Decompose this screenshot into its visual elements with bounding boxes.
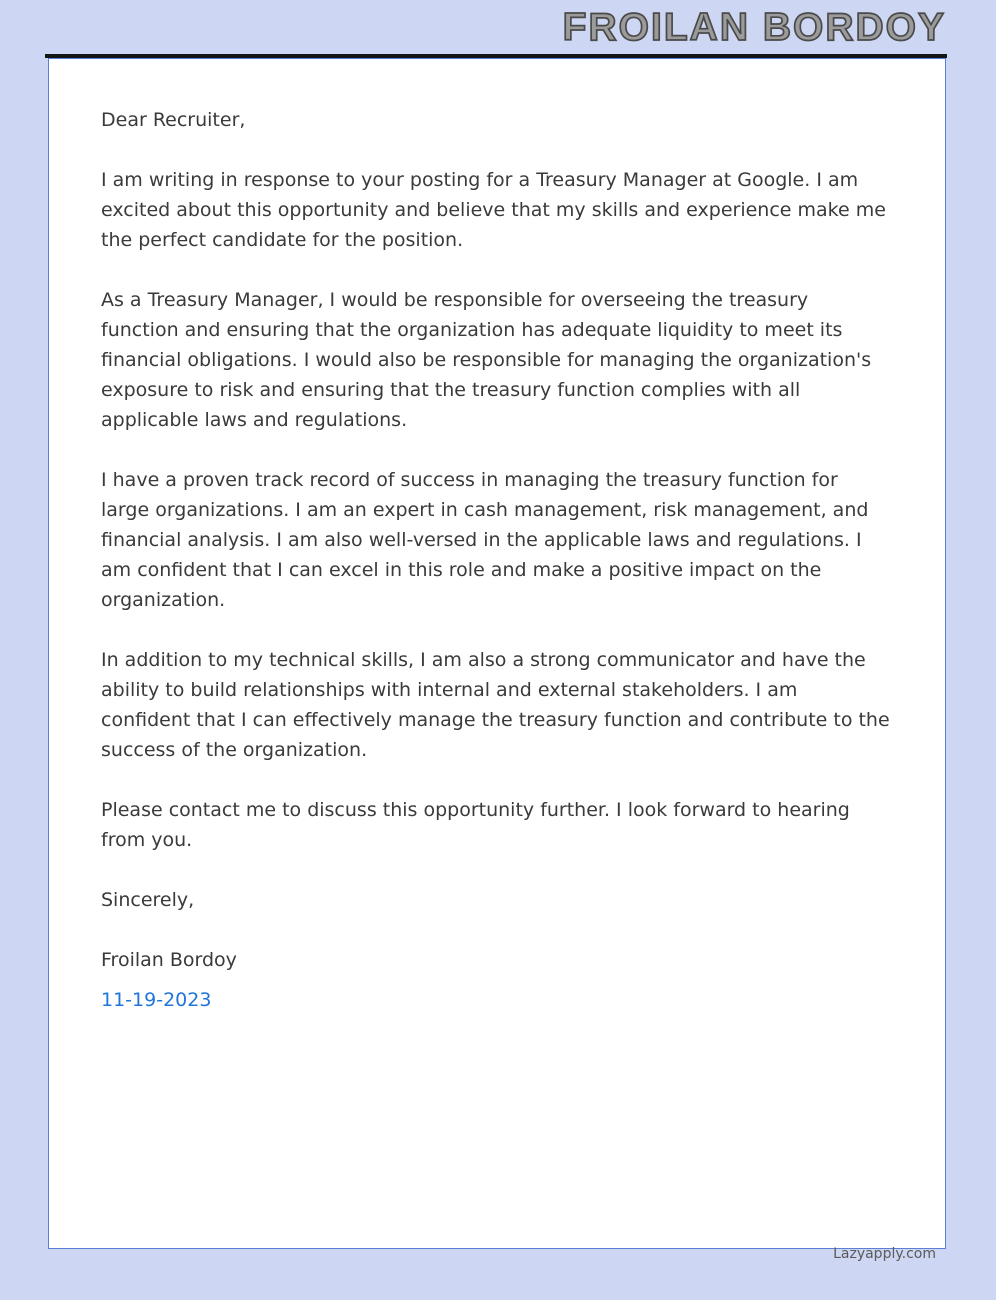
letter-date: 11-19-2023 (101, 989, 212, 1011)
letter-sheet (48, 58, 946, 1249)
letter-paragraph: Please contact me to discuss this opportunity further. I look forward to hearing from you. (101, 799, 850, 851)
letter-body (101, 105, 891, 1015)
letter-closing: Sincerely, (101, 889, 195, 911)
letter-paragraph: In addition to my technical skills, I am also a strong communicator and have the ability to build relationships with internal and external stakeholders. I am confident that I can effectively manage the treasury function and contribute to the success of the organization. (101, 649, 890, 761)
letter-signature: Froilan Bordoy (101, 949, 237, 971)
letter-salutation: Dear Recruiter, (101, 109, 246, 131)
letter-paragraph: I have a proven track record of success in managing the treasury function for large organizations. I am an expert in cash management, risk management, and financial analysis. I am also well-versed in the applicable laws and regulations. I am confident that I can excel in this role and make a positive impact on the organization. (101, 469, 869, 611)
watermark-lazyapply: Lazyapply.com (833, 1246, 936, 1262)
letter-paragraph: As a Treasury Manager, I would be responsible for overseeing the treasury function and ensuring that the organization has adequate liquidity to meet its financial obligations. I would also be responsible for managing the organization's exposure to risk and ensuring that the treasury function complies with all applicable laws and regulations. (101, 289, 872, 431)
letter-paragraph: I am writing in response to your posting for a Treasury Manager at Google. I am excited about this opportunity and believe that my skills and experience make me the perfect candidate for the position. (101, 169, 886, 251)
page-title: FROILAN BORDOY (562, 6, 946, 49)
